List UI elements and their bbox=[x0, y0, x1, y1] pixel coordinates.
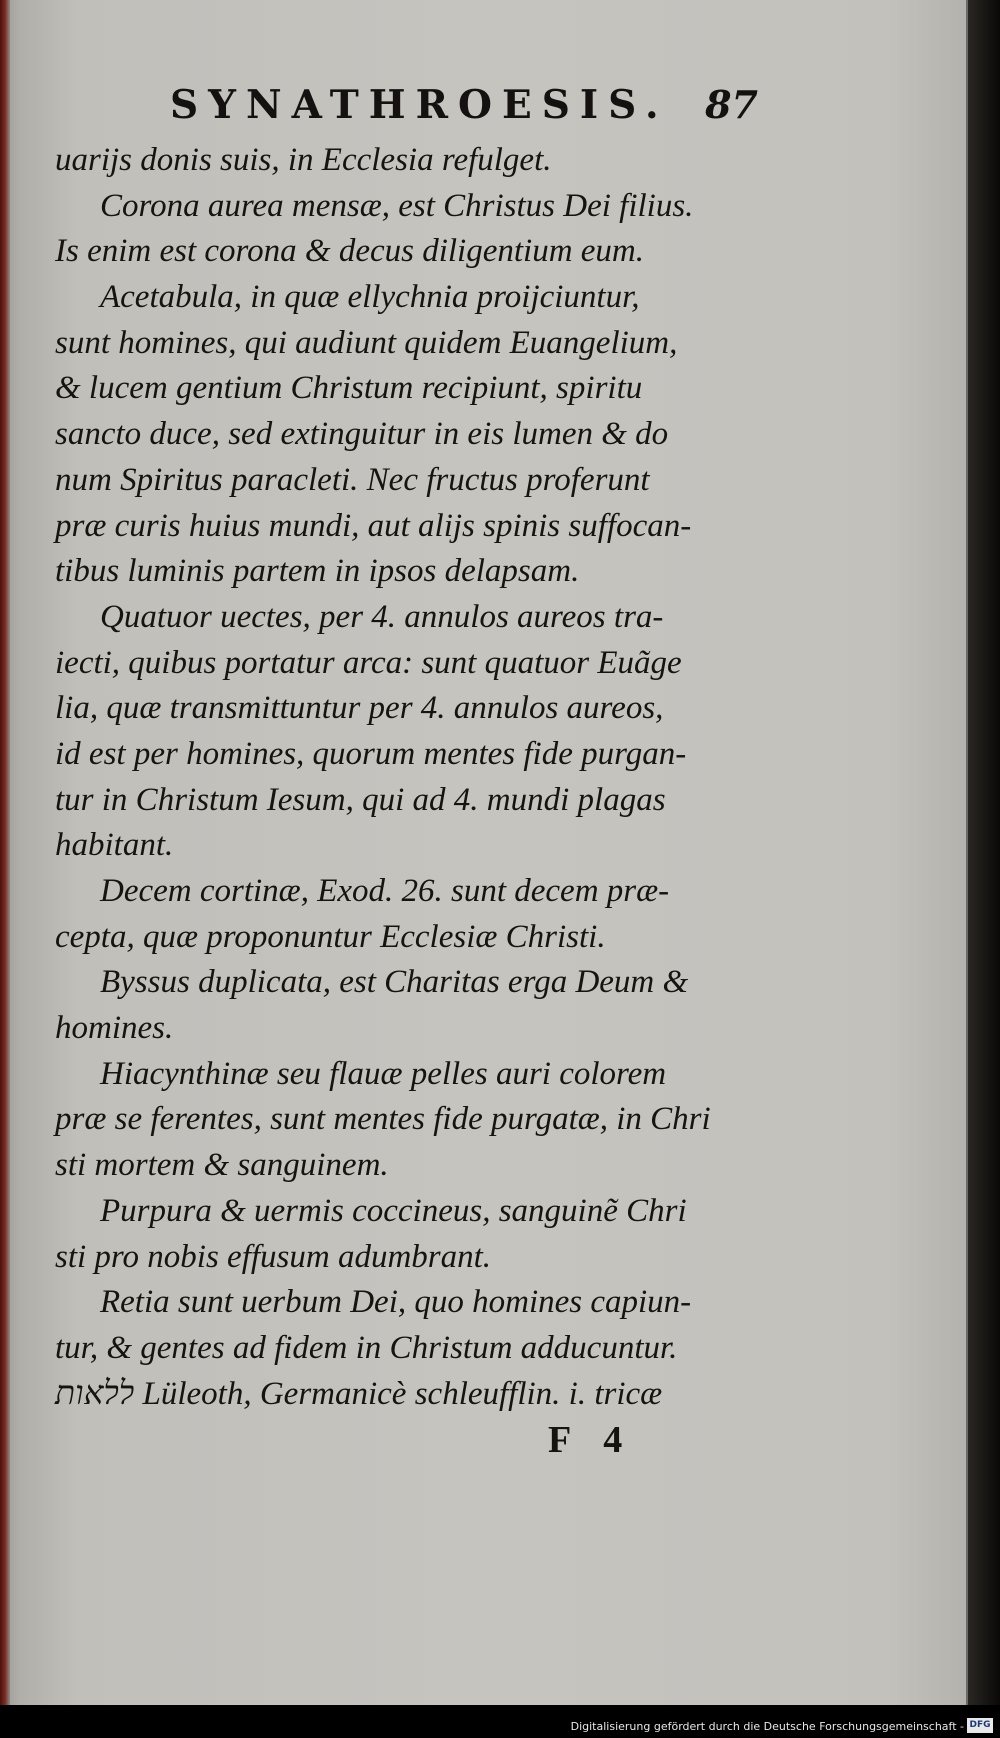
text-line: Decem cortinæ, Exod. 26. sunt decem præ- bbox=[100, 873, 670, 909]
text-line: tur, & gentes ad fidem in Christum adducuntur. bbox=[55, 1329, 678, 1366]
text-line: sti mortem & sanguinem. bbox=[55, 1147, 389, 1184]
text-line: sti pro nobis effusum adumbrant. bbox=[55, 1238, 492, 1275]
running-title: SYNATHROESIS. bbox=[170, 82, 669, 128]
text-line: homines. bbox=[55, 1010, 174, 1047]
text-line: Purpura & uermis coccineus, sanguinẽ Chri bbox=[100, 1192, 687, 1229]
page-edge-shadow bbox=[968, 0, 1000, 1705]
text-line: lia, quæ transmittuntur per 4. annulos aureos, bbox=[55, 690, 664, 727]
text-line: Acetabula, in quæ ellychnia proijciuntur, bbox=[100, 279, 640, 316]
text-line: sancto duce, sed extinguitur in eis lumen & do bbox=[55, 416, 669, 453]
text-line: Hiacynthinæ seu flauæ pelles auri colorem bbox=[100, 1055, 667, 1092]
dfg-logo: DFG bbox=[967, 1718, 993, 1733]
text-line: præ se ferentes, sunt mentes fide purgatæ, in Chri bbox=[55, 1101, 711, 1138]
body-text bbox=[55, 138, 755, 1417]
running-head bbox=[170, 82, 800, 132]
text-line: Quatuor uectes, per 4. annulos aureos tra- bbox=[100, 598, 664, 635]
text-line: num Spiritus paracleti. Nec fructus proferunt bbox=[55, 461, 650, 498]
text-line: sunt homines, qui audiunt quidem Euangelium, bbox=[55, 324, 678, 361]
text-line: Byssus duplicata, est Charitas erga Deum & bbox=[100, 964, 689, 1001]
text-line: id est per homines, quorum mentes fide purgan- bbox=[55, 735, 687, 772]
text-line: Retia sunt uerbum Dei, quo homines capiun- bbox=[100, 1284, 692, 1321]
text-line: ללאות Lüleoth, Germanicè schleufflin. i. tricæ bbox=[55, 1375, 663, 1412]
text-line: cepta, quæ proponuntur Ecclesiæ Christi. bbox=[55, 918, 606, 955]
footer-credit: Digitalisierung gefördert durch die Deutsche Forschungsgemeinschaft - bbox=[570, 1720, 964, 1733]
text-line: iecti, quibus portatur arca: sunt quatuor Euãge bbox=[55, 644, 682, 681]
binding-edge bbox=[0, 0, 10, 1705]
text-line: tibus luminis partem in ipsos delapsam. bbox=[55, 553, 580, 590]
text-line: habitant. bbox=[55, 827, 174, 864]
text-line: tur in Christum Iesum, qui ad 4. mundi plagas bbox=[55, 781, 666, 818]
text-line: & lucem gentium Christum recipiunt, spiritu bbox=[55, 370, 643, 407]
text-line: Is enim est corona & decus diligentium eum. bbox=[55, 233, 645, 270]
page-number: 87 bbox=[705, 82, 758, 127]
signature-mark: F 4 bbox=[548, 1419, 635, 1461]
text-line: præ curis huius mundi, aut alijs spinis suffocan- bbox=[55, 507, 692, 544]
text-line: uarijs donis suis, in Ecclesia refulget. bbox=[55, 142, 552, 178]
text-line: Corona aurea mensæ, est Christus Dei filius. bbox=[100, 187, 694, 224]
